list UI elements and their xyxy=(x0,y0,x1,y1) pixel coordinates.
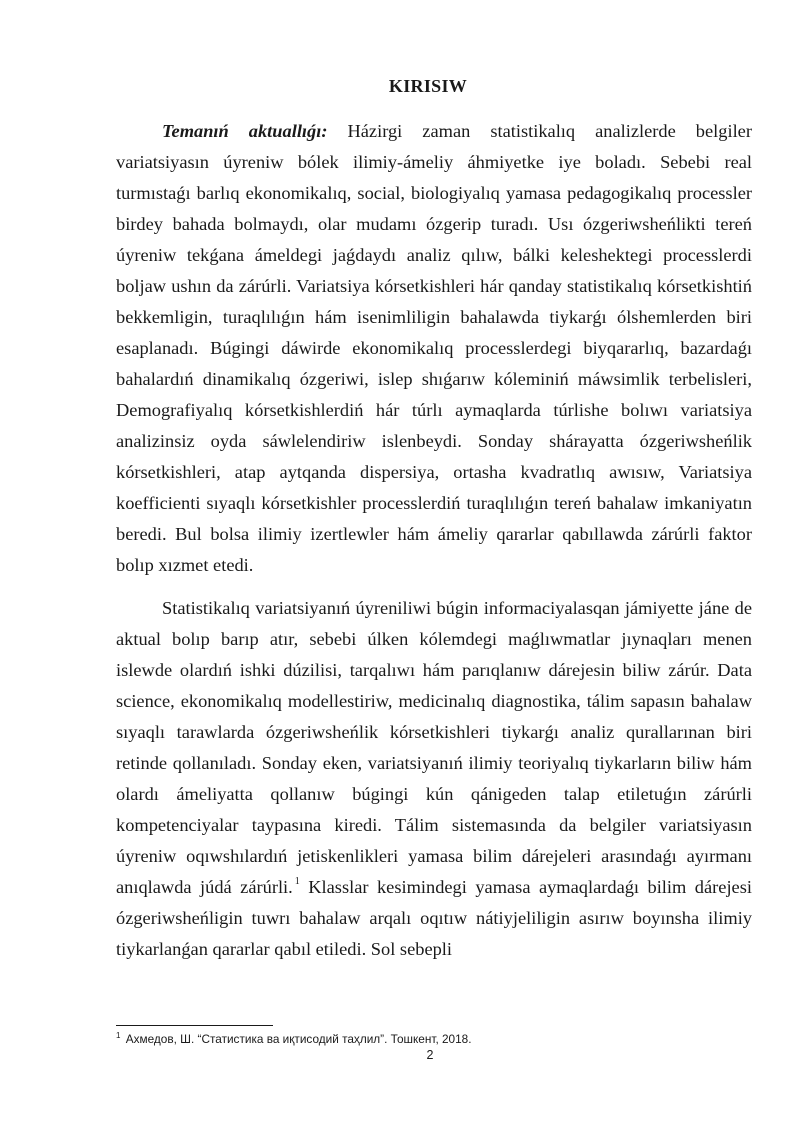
body-text xyxy=(116,116,752,965)
paragraph-text-before-ref: Statistikalıq variatsiyanıń úyreniliwi búgin informaciyalasqan jámiyette jáne de aktual bolıp barıp atır, sebebi úlken kólemdegi maǵlıwmatlar jıynaqları menen islewde olardıń ishki dúzilisi, tarqalıwı hám parıqlanıw dárejesin biliw zárúr. Data science, ekonomikalıq modellestiriw, medicinalıq diagnostika, tálim sapasın bahalaw sıyaqlı tarawlarda ózgeriwsheńlik kórsetkishleri tiykarǵı analiz qurallarınan biri retinde qollanıladı. Sonday eken, variatsiyanıń ilimiy teoriyalıq tiykarların biliw hám olardı ámeliyatta qollanıw búgingi kún qánigeden talap etiletuǵın zárúrli kompetenciyalar taypasına kiredi. Tálim sistemasında da belgiler variatsiyasın úyreniw oqıwshılardıń jetiskenlikleri yamasa bilim dárejeleri arasındaǵı ayırmanı anıqlawda júdá zárúrli. xyxy=(116,598,752,897)
section-title: KIRISIW xyxy=(388,76,468,96)
footnote xyxy=(116,1031,752,1047)
paragraph-text: Házirgi zaman statistikalıq analizlerde belgiler variatsiyasın úyreniw bólek ilimiy-ámeliy áhmiyetke iye boladı. Sebebi real turmıstaǵı barlıq ekonomikalıq, social, biologiyalıq yamasa pedagogikalıq processler birdey bahada bolmaydı, olar mudamı ózgerip turadı. Usı ózgeriwsheńlikti tereń úyreniw tekǵana ámeldegi jaǵdaydı analiz qılıw, bálki keleshektegi processlerdi boljaw ushın da zárúrli. Variatsiya kórsetkishleri hár qanday statistikalıq kórsetkishtiń bekkemligin, turaqlılıǵın hám isenimliligin bahalawda tiykarǵı ólshemlerden biri esaplanadı. Búgingi dáwirde ekonomikalıq processlerdegi biyqararlıq, bazardaǵı bahalardıń dinamikalıq ózgeriwi, islep shıǵarıw kóleminiń máwsimlik terbelisleri, Demografiyalıq kórsetkishlerdiń hár túrlı aymaqlarda túrlishe bolıwı variatsiya analizinsiz oyda sáwlelendiriw islenbeydi. Sonday shárayatta ózgeriwsheńlik kórsetkishleri, atap aytqanda dispersiya, ortasha kvadratlıq awısıw, Variatsiya koefficienti sıyaqlı kórsetkishler processlerdiń turaqlılıǵın tereń bahalaw imkaniyatın beredi. Bul bolsa ilimiy izertlewler hám ámeliy qararlar qabıllawda zárúrli faktor bolıp xızmet etedi. xyxy=(116,121,752,575)
footnote-divider xyxy=(116,1025,273,1026)
paragraph-relevance xyxy=(116,116,752,581)
page-number: 2 xyxy=(426,1048,434,1062)
footnote-reference[interactable]: 1 xyxy=(294,875,300,887)
footnote-text: Ахмедов, Ш. “Статистика ва иқтисодий таҳлил”. Тошкент, 2018. xyxy=(122,1032,472,1046)
paragraph-variation xyxy=(116,593,752,965)
paragraph-text-after-ref: Klasslar kesimindegi yamasa aymaqlardaǵı bilim dárejesi ózgeriwsheńligin tuwrı bahalaw arqalı oqıtıw nátiyjeliligin asırıw boyınsha ilimiy tiykarlanǵan qararlar qabıl etiledi. Sol sebepli xyxy=(116,877,752,959)
footnote-marker: 1 xyxy=(116,1031,121,1041)
paragraph-lead-in: Temanıń aktuallıǵı: xyxy=(162,121,328,141)
